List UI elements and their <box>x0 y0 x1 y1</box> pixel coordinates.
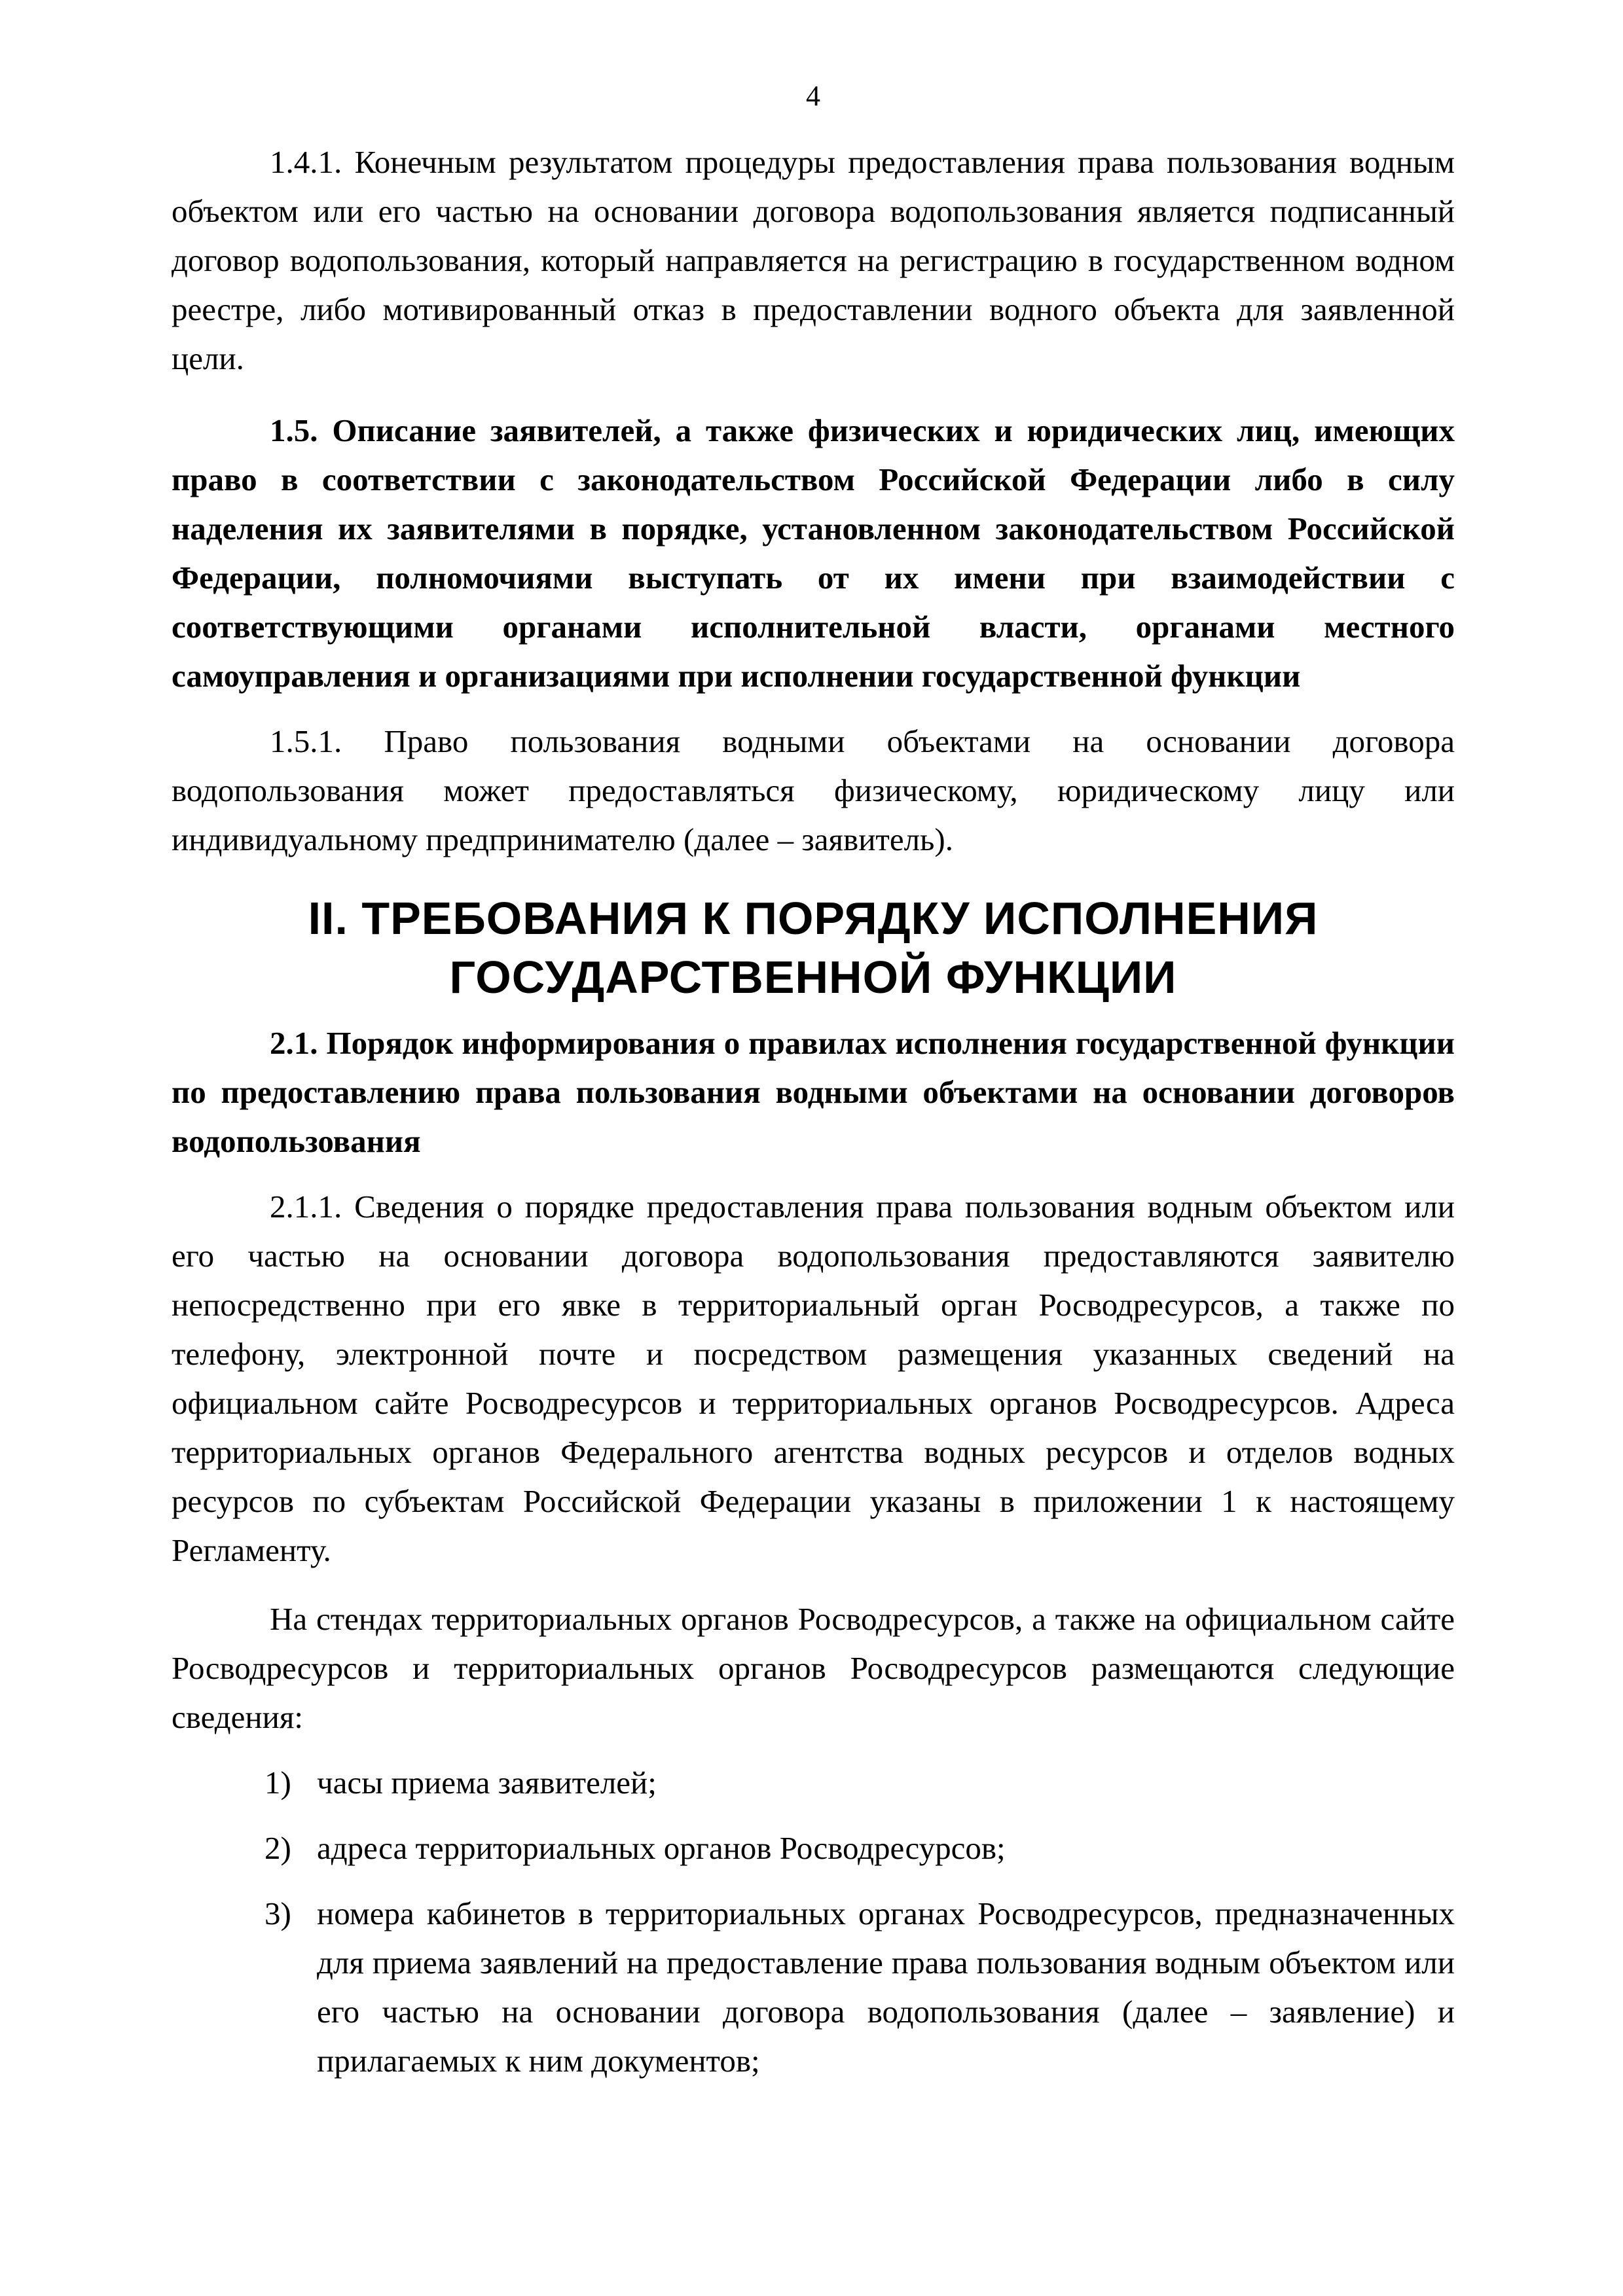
paragraph-2-1-heading: 2.1. Порядок информирования о правилах исполнения государственной функции по предоставлению права пользования водными объектами на основании договоров водопользования <box>172 1025 1455 1159</box>
list-item-text: часы приема заявителей; <box>317 1765 657 1801</box>
section-heading-line-1: II. ТРЕБОВАНИЯ К ПОРЯДКУ ИСПОЛНЕНИЯ <box>308 893 1319 944</box>
page-number: 4 <box>806 80 820 112</box>
paragraph-1-5-heading: 1.5. Описание заявителей, а также физических и юридических лиц, имеющих право в соответствии с законодательством Российской Федерации либо в силу наделения их заявителями в порядке, установленном законодательством Российской Федерации, полномочиями выступать от их имени при взаимодействии с соответствующими органами исполнительной власти, органами местного самоуправления и организациями при исполнении государственной функции <box>172 412 1455 694</box>
paragraph-1-4-1: 1.4.1. Конечным результатом процедуры предоставления права пользования водным объектом или его частью на основании договора водопользования является подписанный договор водопользования, который направляется на регистрацию в государственном водном реестре, либо мотивированный отказ в предоставлении водного объекта для заявленной цели. <box>172 144 1455 376</box>
list-item-number: 1) <box>264 1765 291 1801</box>
list-item-text: адреса территориальных органов Росводресурсов; <box>317 1830 1006 1866</box>
paragraph-stands: На стендах территориальных органов Росводресурсов, а также на официальном сайте Росводресурсов и территориальных органов Росводресурсов размещаются следующие сведения: <box>172 1601 1455 1735</box>
list-item-number: 2) <box>264 1830 291 1866</box>
section-heading-line-2: ГОСУДАРСТВЕННОЙ ФУНКЦИИ <box>449 952 1177 1003</box>
paragraph-2-1-1: 2.1.1. Сведения о порядке предоставления права пользования водным объектом или его частью на основании договора водопользования предоставляются заявителю непосредственно при его явке в территориальный орган Росводресурсов, а также по телефону, электронной почте и посредством размещения указанных сведений на официальном сайте Росводресурсов и территориальных органов Росводресурсов. Адреса территориальных органов Федерального агентства водных ресурсов и отделов водных ресурсов по субъектам Российской Федерации указаны в приложении 1 к настоящему Регламенту. <box>172 1189 1455 1568</box>
list-item-text: номера кабинетов в территориальных органах Росводресурсов, предназначенных для приема заявлений на предоставление права пользования водным объектом или его частью на основании договора водопользования (далее – заявление) и прилагаемых к ним документов; <box>317 1895 1455 2079</box>
paragraph-1-5-1: 1.5.1. Право пользования водными объектами на основании договора водопользования может предоставляться физическому, юридическому лицу или индивидуальному предпринимателю (далее – заявитель). <box>172 723 1455 857</box>
list-item-number: 3) <box>264 1895 291 1931</box>
